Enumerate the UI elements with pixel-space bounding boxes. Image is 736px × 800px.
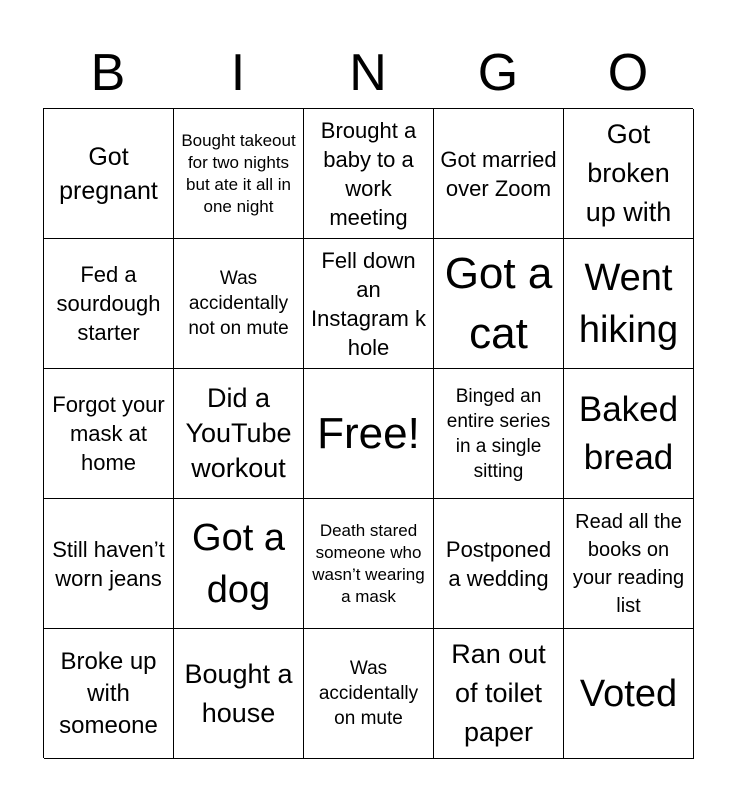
header-letter-i: I [230,44,246,102]
bingo-cell[interactable]: Fell down an Instagram k hole [304,239,434,369]
bingo-cell[interactable]: Binged an entire series in a single sitting [434,369,564,499]
bingo-cell[interactable]: Read all the books on your reading list [564,499,694,629]
header-letter-g: G [477,44,519,102]
bingo-cell[interactable]: Got married over Zoom [434,109,564,239]
bingo-header [43,38,693,108]
bingo-cell[interactable]: Ran out of toilet paper [434,629,564,759]
bingo-cell-free[interactable]: Free! [304,369,434,499]
bingo-grid [43,108,693,758]
bingo-cell[interactable]: Got a dog [174,499,304,629]
bingo-cell[interactable]: Broke up with someone [44,629,174,759]
bingo-cell[interactable]: Baked bread [564,369,694,499]
bingo-cell[interactable]: Still haven’t worn jeans [44,499,174,629]
bingo-cell[interactable]: Bought takeout for two nights but ate it all in one night [174,109,304,239]
bingo-cell[interactable]: Went hiking [564,239,694,369]
bingo-cell[interactable]: Brought a baby to a work meeting [304,109,434,239]
bingo-cell[interactable]: Postponed a wedding [434,499,564,629]
header-letter-n: N [349,44,387,102]
bingo-cell[interactable]: Did a YouTube workout [174,369,304,499]
bingo-cell[interactable]: Got broken up with [564,109,694,239]
header-letter-b: B [90,44,126,102]
bingo-cell[interactable]: Got a cat [434,239,564,369]
bingo-cell[interactable]: Was accidentally not on mute [174,239,304,369]
bingo-cell[interactable]: Was accidentally on mute [304,629,434,759]
bingo-cell[interactable]: Forgot your mask at home [44,369,174,499]
bingo-cell[interactable]: Death stared someone who wasn’t wearing a mask [304,499,434,629]
bingo-cell[interactable]: Bought a house [174,629,304,759]
header-letter-o: O [607,44,649,102]
bingo-cell[interactable]: Voted [564,629,694,759]
bingo-cell[interactable]: Got pregnant [44,109,174,239]
bingo-cell[interactable]: Fed a sourdough starter [44,239,174,369]
